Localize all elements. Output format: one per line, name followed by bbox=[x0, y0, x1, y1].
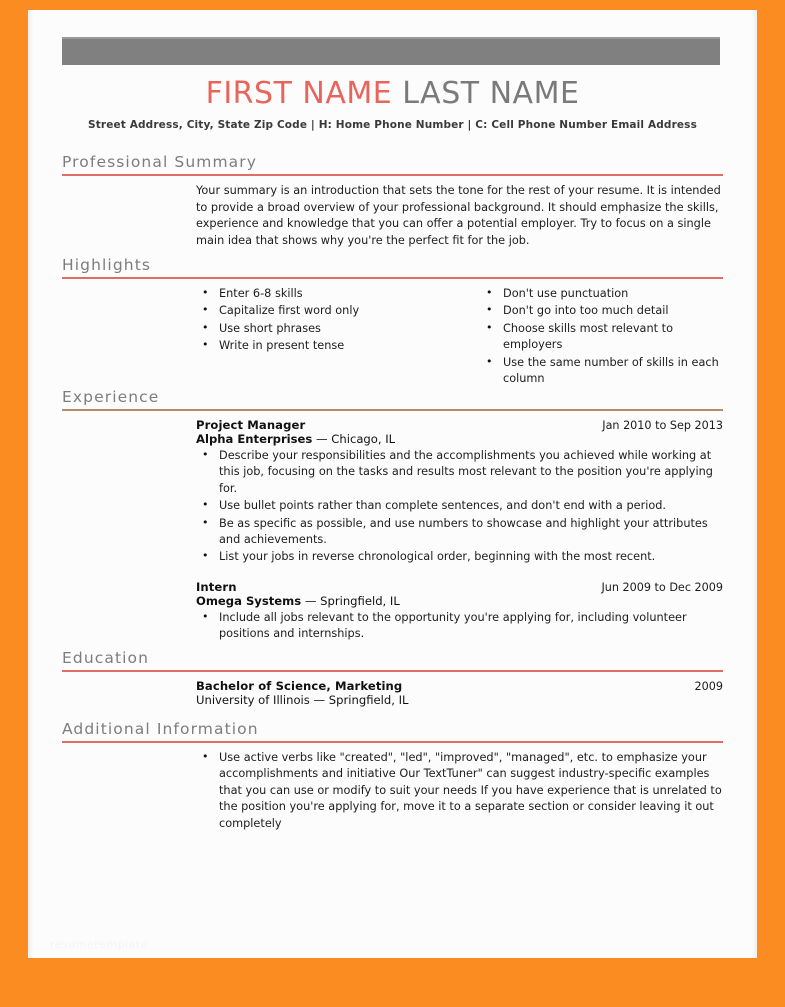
highlight-item: • Enter 6-8 skills bbox=[196, 286, 480, 302]
section-rule-highlights bbox=[62, 277, 723, 279]
employer-name: Alpha Enterprises bbox=[196, 432, 313, 446]
resume-page-sheet bbox=[28, 10, 757, 958]
highlights-body bbox=[196, 279, 723, 388]
resume-document bbox=[28, 10, 757, 958]
school-name: University of Illinois bbox=[196, 693, 310, 707]
highlight-item: • Use the same number of skills in each column bbox=[480, 355, 723, 388]
experience-bullet-list bbox=[196, 448, 723, 566]
experience-entry bbox=[196, 418, 723, 566]
education-body bbox=[196, 672, 723, 707]
section-title-highlights: Highlights bbox=[62, 256, 152, 274]
section-title-experience: Experience bbox=[62, 388, 160, 406]
highlight-item: • Don't use punctuation bbox=[480, 286, 723, 302]
highlight-item: • Write in present tense bbox=[196, 338, 480, 354]
section-rule-summary bbox=[62, 174, 723, 176]
additional-heading-group bbox=[62, 720, 723, 743]
document-header-banner bbox=[62, 37, 720, 65]
experience-bullet: • Include all jobs relevant to the opportunity you're applying for, including volunteer positions and internships. bbox=[196, 610, 723, 643]
experience-bullet: • List your jobs in reverse chronological order, beginning with the most recent. bbox=[196, 549, 723, 565]
highlight-item: • Use short phrases bbox=[196, 321, 480, 337]
job-title: Project Manager bbox=[196, 418, 306, 432]
last-name: LAST NAME bbox=[392, 76, 580, 111]
experience-entry-header bbox=[196, 580, 723, 594]
experience-bullet: • Be as specific as possible, and use numbers to showcase and highlight your attributes and achievements. bbox=[196, 516, 723, 549]
job-dates: Jan 2010 to Sep 2013 bbox=[602, 419, 723, 432]
school-line bbox=[196, 693, 723, 707]
job-dates: Jun 2009 to Dec 2009 bbox=[601, 580, 723, 594]
contact-info-line: Street Address, City, State Zip Code | H: Home Phone Number | C: Cell Phone Number Email Address bbox=[88, 118, 697, 131]
school-location: — Springfield, IL bbox=[309, 693, 409, 707]
highlights-list-right bbox=[480, 286, 723, 387]
section-experience bbox=[28, 388, 757, 644]
summary-heading-group bbox=[62, 153, 723, 176]
section-title-additional: Additional Information bbox=[62, 720, 259, 738]
additional-information-list bbox=[196, 750, 723, 832]
section-additional-information bbox=[28, 720, 757, 833]
summary-body bbox=[196, 176, 723, 249]
section-education bbox=[28, 649, 757, 709]
employer-location: — Chicago, IL bbox=[312, 432, 396, 446]
highlights-list-left bbox=[196, 286, 480, 355]
section-professional-summary bbox=[28, 153, 757, 249]
highlights-column-right bbox=[480, 286, 723, 388]
experience-bullet-list bbox=[196, 610, 723, 643]
education-entry-header bbox=[196, 679, 723, 693]
summary-paragraph: Your summary is an introduction that sets the tone for the rest of your resume. It is intended to provide a broad overview of your professional background. It should emphasize the skills, experience and knowledge that you can offer a potential employer. Try to focus on a single main idea that shows why you're the perfect fit for the job. bbox=[196, 184, 721, 247]
experience-heading-group bbox=[62, 388, 723, 411]
section-title-summary: Professional Summary bbox=[62, 153, 257, 171]
employer-line bbox=[196, 432, 723, 446]
experience-entry-header bbox=[196, 418, 723, 432]
highlights-columns bbox=[196, 286, 723, 388]
employer-name: Omega Systems bbox=[196, 593, 302, 608]
education-entry bbox=[196, 679, 723, 707]
additional-item: • Use active verbs like "created", "led", "improved", "managed", etc. to emphasize your accomplishments and initiative Our TextTuner" can suggest industry-specific examples that you can use or modify to suit your needs If you have experience that is unrelated to the position you're applying for, move it to a separate section or consider leaving it out completely bbox=[196, 750, 723, 832]
experience-entry bbox=[196, 580, 723, 643]
page-watermark: resumetemplate bbox=[50, 938, 148, 951]
highlights-heading-group bbox=[62, 256, 723, 279]
additional-body bbox=[196, 743, 723, 832]
section-rule-education bbox=[62, 670, 723, 672]
entry-spacer bbox=[196, 568, 723, 580]
name-header bbox=[28, 78, 757, 131]
first-name: FIRST NAME bbox=[205, 76, 393, 111]
job-title: Intern bbox=[196, 579, 237, 594]
education-heading-group bbox=[62, 649, 723, 672]
degree-title: Bachelor of Science, Marketing bbox=[196, 679, 403, 693]
section-rule-experience bbox=[62, 409, 723, 411]
employer-line bbox=[196, 594, 723, 608]
section-title-education: Education bbox=[62, 649, 150, 667]
highlight-item: • Choose skills most relevant to employers bbox=[480, 321, 723, 354]
section-rule-additional bbox=[62, 741, 723, 743]
experience-body bbox=[196, 411, 723, 642]
experience-bullet: • Describe your responsibilities and the accomplishments you achieved while working at this job, focusing on the tasks and results most relevant to the position you're applying for. bbox=[196, 448, 723, 497]
experience-bullet: • Use bullet points rather than complete sentences, and don't end with a period. bbox=[196, 498, 723, 514]
highlights-column-left bbox=[196, 286, 480, 388]
graduation-year: 2009 bbox=[694, 680, 723, 693]
employer-location: — Springfield, IL bbox=[301, 593, 400, 608]
full-name bbox=[28, 78, 757, 110]
section-highlights bbox=[28, 256, 757, 388]
highlight-item: • Don't go into too much detail bbox=[480, 303, 723, 319]
highlight-item: • Capitalize first word only bbox=[196, 303, 480, 319]
